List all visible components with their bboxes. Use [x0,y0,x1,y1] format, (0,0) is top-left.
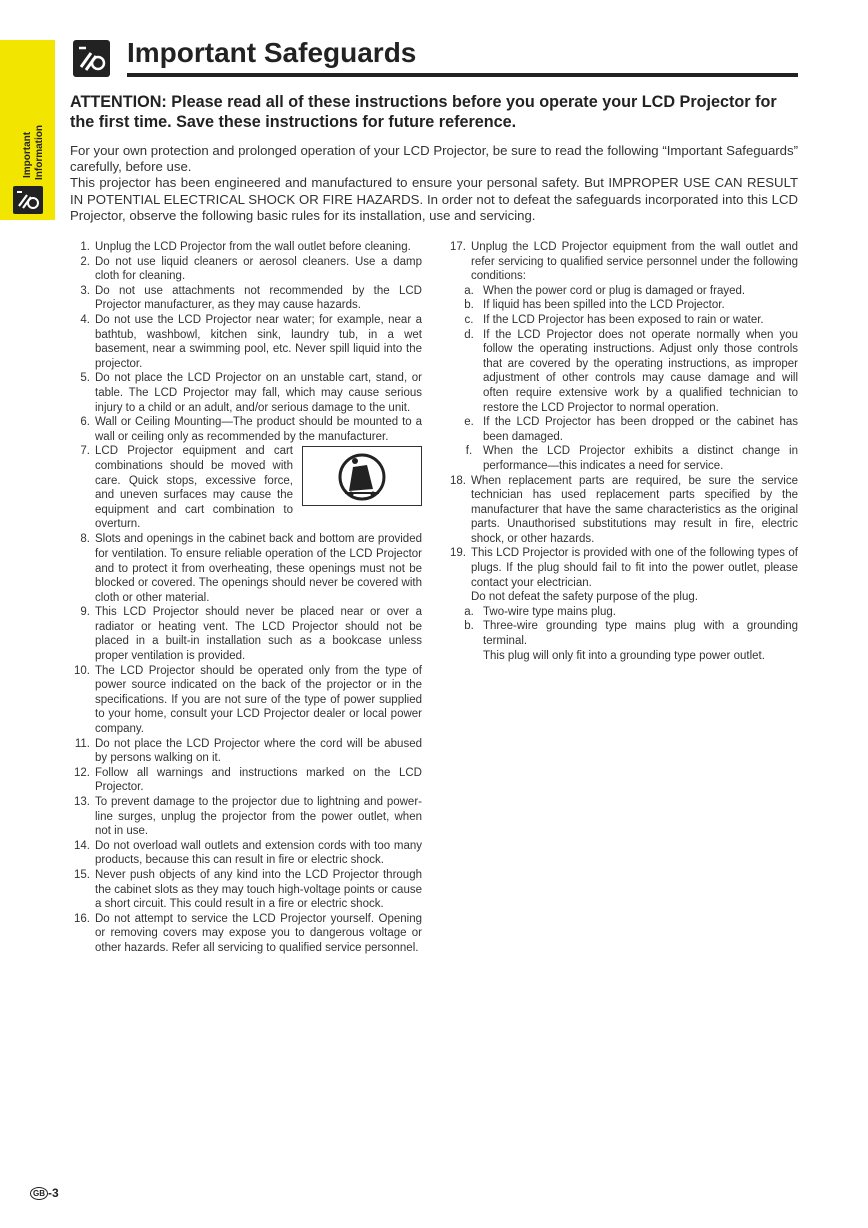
sub-item-text: Three-wire grounding type mains plug with a grounding terminal. [483,620,798,648]
item-number: 3. [80,284,90,297]
list-item [70,912,422,956]
list-item [70,795,422,839]
list-item [70,766,422,795]
item-text: Do not use liquid cleaners or aerosol cleaners. Use a damp cloth for cleaning. [95,255,422,283]
item-text: Wall or Ceiling Mounting—The product should be mounted to a wall or ceiling only as recommended by the manufacturer. [95,416,422,443]
region-badge: GB [30,1187,48,1200]
sub-item-text: If liquid has been spilled into the LCD Projector. [483,299,725,312]
list-item [70,664,422,737]
item-text: Unplug the LCD Projector from the wall outlet before cleaning. [95,241,411,253]
cart-tipover-icon [333,453,391,501]
sub-item-text: If the LCD Projector has been dropped or the cabinet has been damaged. [483,416,798,443]
item-text: Do not use the LCD Projector near water; for example, near a bathtub, washbowl, kitchen sink, laundry tub, in a wet basement, near a swimming pool, etc. Never spill liquid into the projector. [95,313,422,370]
sub-item-letter: a. [464,605,474,618]
item-text: Do not place the LCD Projector on an unstable cart, stand, or table. The LCD Projector may fall, which may cause serious injury to a child or an adult, and/or serious damage to the unit. [95,372,422,414]
item-number: 12. [74,766,90,779]
sub-item-letter: b. [464,299,474,312]
item-number: 9. [80,606,90,619]
sub-list-item [446,619,798,648]
list-item [70,737,422,766]
intro-paragraph-1: For your own protection and prolonged operation of your LCD Projector, be sure to read the following “Important Safeguards” carefully, before use. [70,143,798,175]
sub-list-item [446,328,798,416]
item-text: Slots and openings in the cabinet back and bottom are provided for ventilation. To ensure reliable operation of the LCD Projector and to protect it from overheating, these openings must not be blocked or covered. The openings should never be covered with cloth or other material. [95,533,422,604]
header-divider [127,73,798,77]
list-item [70,255,422,284]
item-text: This LCD Projector is provided with one of the following types of plugs. If the plug should fail to fit into the power outlet, please contact your electrician. [471,547,798,589]
item-number: 11. [74,737,90,750]
sub-list-item [446,415,798,444]
item-text: Do not place the LCD Projector where the cord will be abused by persons walking on it. [95,737,422,765]
list-item [70,284,422,313]
item-text: Unplug the LCD Projector equipment from the wall outlet and refer servicing to qualified service personnel under the following conditions: [471,241,798,283]
item-text: Do not attempt to service the LCD Projector yourself. Opening or removing covers may expose you to dangerous voltage or other hazards. Refer all servicing to qualified service personnel. [95,912,422,954]
sub-list-item [446,298,798,313]
safeguards-list-right [446,240,798,663]
list-item [70,371,422,415]
list-item [70,444,422,532]
page-number: -3 [48,1186,59,1200]
list-item [70,868,422,912]
item-text: Do not overload wall outlets and extension cords with too many products, because this can result in fire or electric shock. [95,839,422,867]
sub-item-letter: d. [464,328,474,341]
item-number: 8. [80,533,90,546]
page-footer [30,1186,59,1200]
side-tab-label-line2: Information [34,125,45,180]
item-number: 18. [450,474,466,487]
item-text: This LCD Projector should never be placed near or over a radiator or heating vent. The LCD Projector should not be placed in a built-in installation such as a bookcase unless proper ventilation is provided. [95,606,422,663]
list-item [70,240,422,255]
list-item [70,532,422,605]
sub-item-text: If the LCD Projector has been exposed to rain or water. [483,313,764,326]
item-text: To prevent damage to the projector due to lightning and power-line surges, unplug the projector from the power outlet, when not in use. [95,796,422,838]
list-item [70,415,422,444]
sub-item-text: Two-wire type mains plug. [483,605,616,618]
item-number: 14. [74,839,90,852]
page-title: Important Safeguards [127,37,417,68]
sub-list-item [446,313,798,328]
item-number: 2. [80,255,90,268]
item-number: 17. [450,241,466,253]
sub-item-letter: a. [464,284,474,297]
safeguards-list-left [70,240,422,956]
item-number: 1. [80,241,90,253]
item-text: Follow all warnings and instructions marked on the LCD Projector. [95,766,422,794]
item-number: 6. [80,416,90,429]
sub-item-letter: e. [464,416,474,429]
sub-list-item [446,605,798,620]
sub-list-item [446,444,798,473]
list-item [70,605,422,663]
item-number: 13. [74,796,90,808]
item-text: When replacement parts are required, be sure the service technician has used replacement parts specified by the manufacturer that have the same characteristics as the original parts. Unauthorised substitutions may result in fire, electric shock, or other hazards. [471,474,798,545]
list-item [446,240,798,284]
side-tab-label-line1: Important [22,131,33,178]
sub-item-letter: f. [465,445,473,458]
safeguards-icon-small [13,186,43,214]
item-number: 19. [450,547,466,560]
item-number: 15. [74,868,90,881]
sub-item-text: When the power cord or plug is damaged or frayed. [483,284,746,297]
sub-list-item [446,284,798,299]
sub-item-text: If the LCD Projector does not operate normally when you follow the operating instructions. Adjust only those controls that are covered by the operating instructions, as improper adjustment of other controls may cause damage and will often require extensive work by a qualified technician to restore the LCD Projector to normal operation. [483,328,798,414]
list-item [446,474,798,547]
item-number: 7. [80,445,90,458]
item-number: 5. [80,372,90,385]
intro-text [70,143,798,224]
item-number: 4. [80,313,90,326]
safeguards-icon [73,40,110,77]
list-item [446,546,798,590]
item-text: Never push objects of any kind into the LCD Projector through the cabinet slots as they may touch high-voltage points or cause a short circuit. This could result in a fire or electric shock. [95,868,422,911]
plug-note: Do not defeat the safety purpose of the plug. [471,591,698,604]
cart-warning-image [302,446,422,506]
grounding-plug-note: This plug will only fit into a grounding type power outlet. [483,649,765,662]
item-number: 10. [74,664,90,677]
item-text: The LCD Projector should be operated only from the type of power source indicated on the back of the projector or in the specifications. If you are not sure of the type of power supplied to your home, consult your LCD Projector dealer or local power company. [95,664,422,736]
item-text: LCD Projector equipment and cart combinations should be moved with care. Quick stops, excessive force, and uneven surfaces may cause the equipment and cart combination to overturn. [95,445,293,531]
item-text: Do not use attachments not recommended by the LCD Projector manufacturer, as they may cause hazards. [95,284,422,312]
sub-item-letter: c. [464,313,474,326]
list-item [70,313,422,371]
attention-heading: ATTENTION: Please read all of these instructions before you operate your LCD Projector for the first time. Save these instructions for future reference. [70,93,777,131]
sub-item-text: When the LCD Projector exhibits a distinct change in performance—this indicates a need for service. [483,445,798,472]
list-item [70,839,422,868]
intro-paragraph-2: This projector has been engineered and manufactured to ensure your personal safety. But IMPROPER USE CAN RESULT IN POTENTIAL ELECTRICAL SHOCK OR FIRE HAZARDS. In order not to defeat the safeguards incorporated into this LCD Projector, observe the following basic rules for its installation, use and servicing. [70,175,798,223]
item-number: 16. [74,912,90,925]
page-header [70,36,798,80]
sub-item-letter: b. [464,620,474,633]
